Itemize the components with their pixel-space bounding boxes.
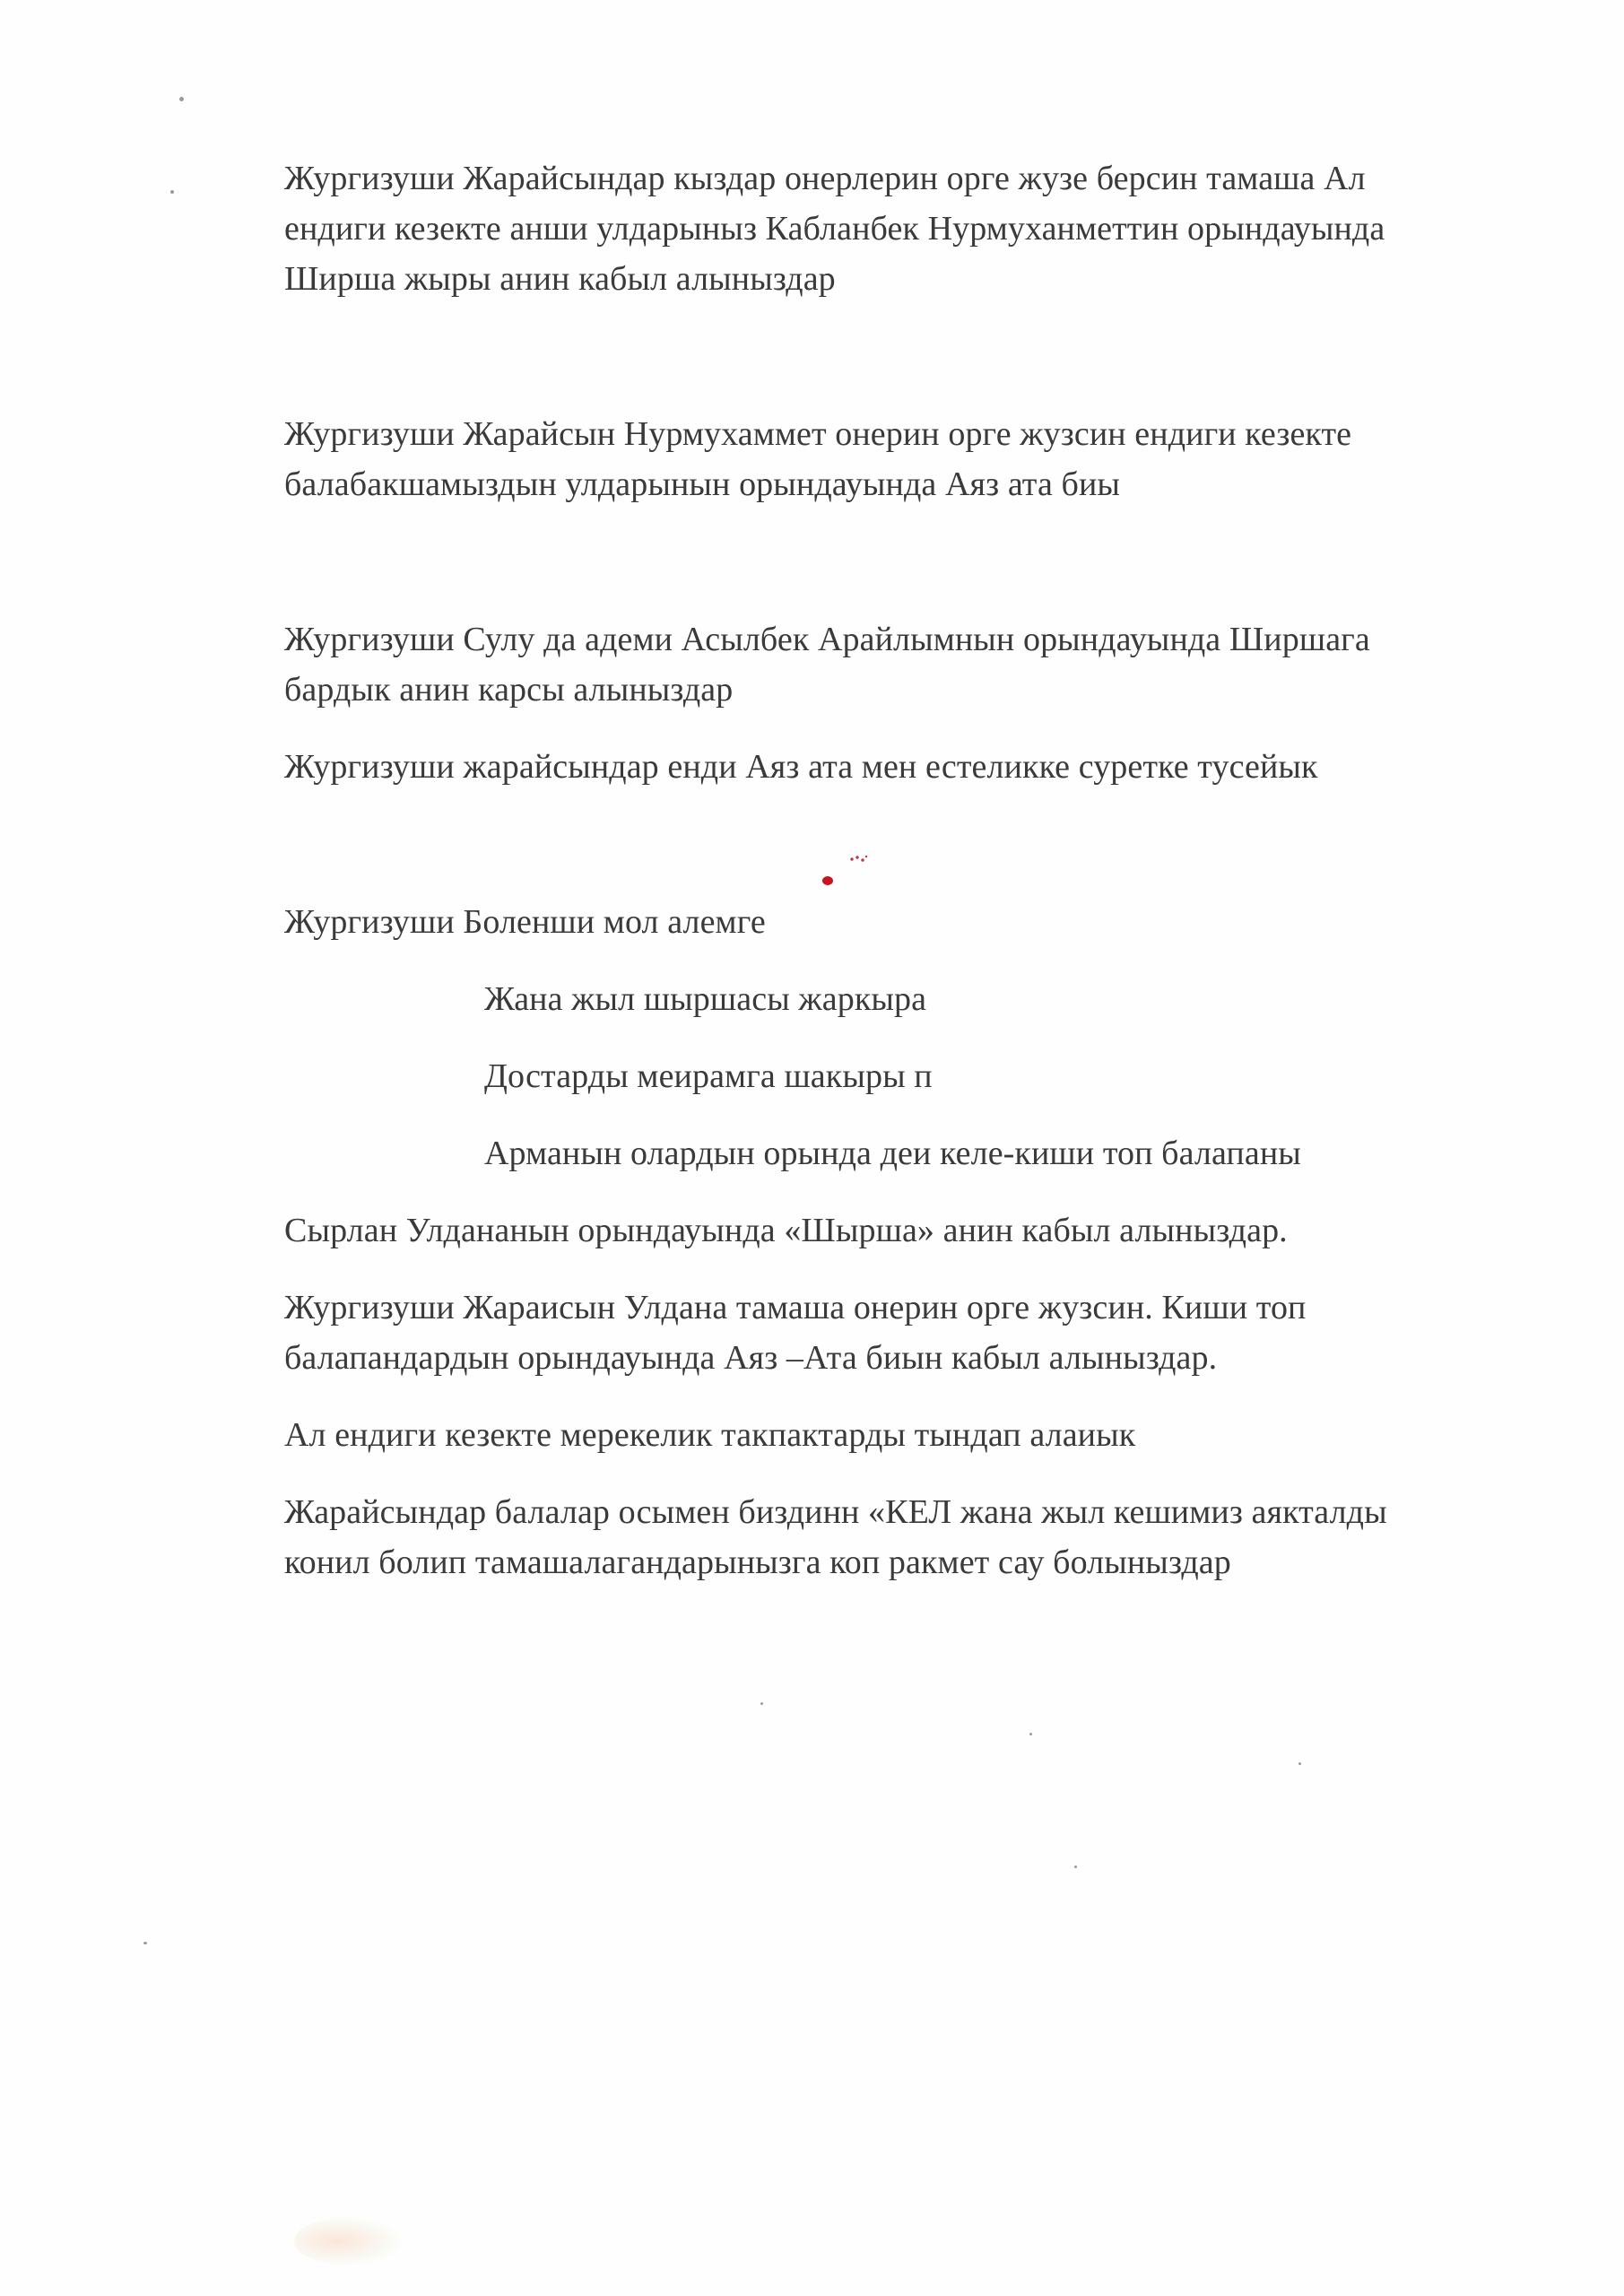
text-line: балапандардын орындауында Аяз –Ата биын кабыл алыныздар.: [284, 1339, 1218, 1377]
text-line: Жургизуши Жарайсындар кыздар онерлерин орге жузе берсин тамаша Ал: [284, 160, 1366, 197]
red-ink-mark: [822, 876, 833, 885]
text-line: Жургизуши Жарайсын Нурмухаммет онерин орге жузсин ендиги кезекте: [284, 415, 1352, 453]
scan-speck: [1029, 1733, 1032, 1735]
scan-speck: [760, 1702, 763, 1705]
text-line: Жургизуши Боленши мол алемге: [284, 903, 766, 941]
scan-speck: [179, 97, 184, 101]
text-line: Сырлан Улдананын орындауында «Шырша» анин кабыл алыныздар.: [284, 1212, 1288, 1249]
text-line: бардык анин карсы алыныздар: [284, 671, 734, 709]
scan-speck: [1074, 1866, 1077, 1868]
text-line: Жургизуши Сулу да адеми Асылбек Арайлымнын орындауында Ширшага: [284, 621, 1370, 658]
text-line: конил болип тамашалагандарынызга коп ракмет сау болыныздар: [284, 1544, 1231, 1581]
text-line: ендиги кезекте анши улдарыныз Кабланбек Нурмуханметтин орындауында: [284, 210, 1385, 248]
text-line: балабакшамыздын улдарынын орындауында Аяз ата биы: [284, 465, 1121, 503]
paper-stain: [294, 2217, 402, 2266]
text-line: Ал ендиги кезекте мерекелик такпактарды тындап алаиык: [284, 1416, 1136, 1454]
text-line: Жургизуши жарайсындар енди Аяз ата мен естеликке суретке тусейык: [284, 748, 1318, 786]
text-line: Жургизуши Жараисын Улдана тамаша онерин орге жузсин. Киши топ: [284, 1289, 1307, 1326]
scan-speck: [143, 1942, 147, 1944]
text-line: Достарды меирамга шакыры п: [484, 1057, 933, 1095]
text-line: Ширша жыры анин кабыл алыныздар: [284, 260, 836, 298]
scan-speck: [1298, 1762, 1301, 1765]
scan-speck: [170, 190, 174, 194]
text-line: Жана жыл шыршасы жаркыра: [484, 980, 927, 1018]
text-line: Арманын олардын орында деи келе-киши топ балапаны: [484, 1135, 1301, 1172]
red-ink-dots: [849, 855, 869, 864]
text-line: Жарайсындар балалар осымен биздинн «КЕЛ жана жыл кешимиз аякталды: [284, 1493, 1387, 1531]
